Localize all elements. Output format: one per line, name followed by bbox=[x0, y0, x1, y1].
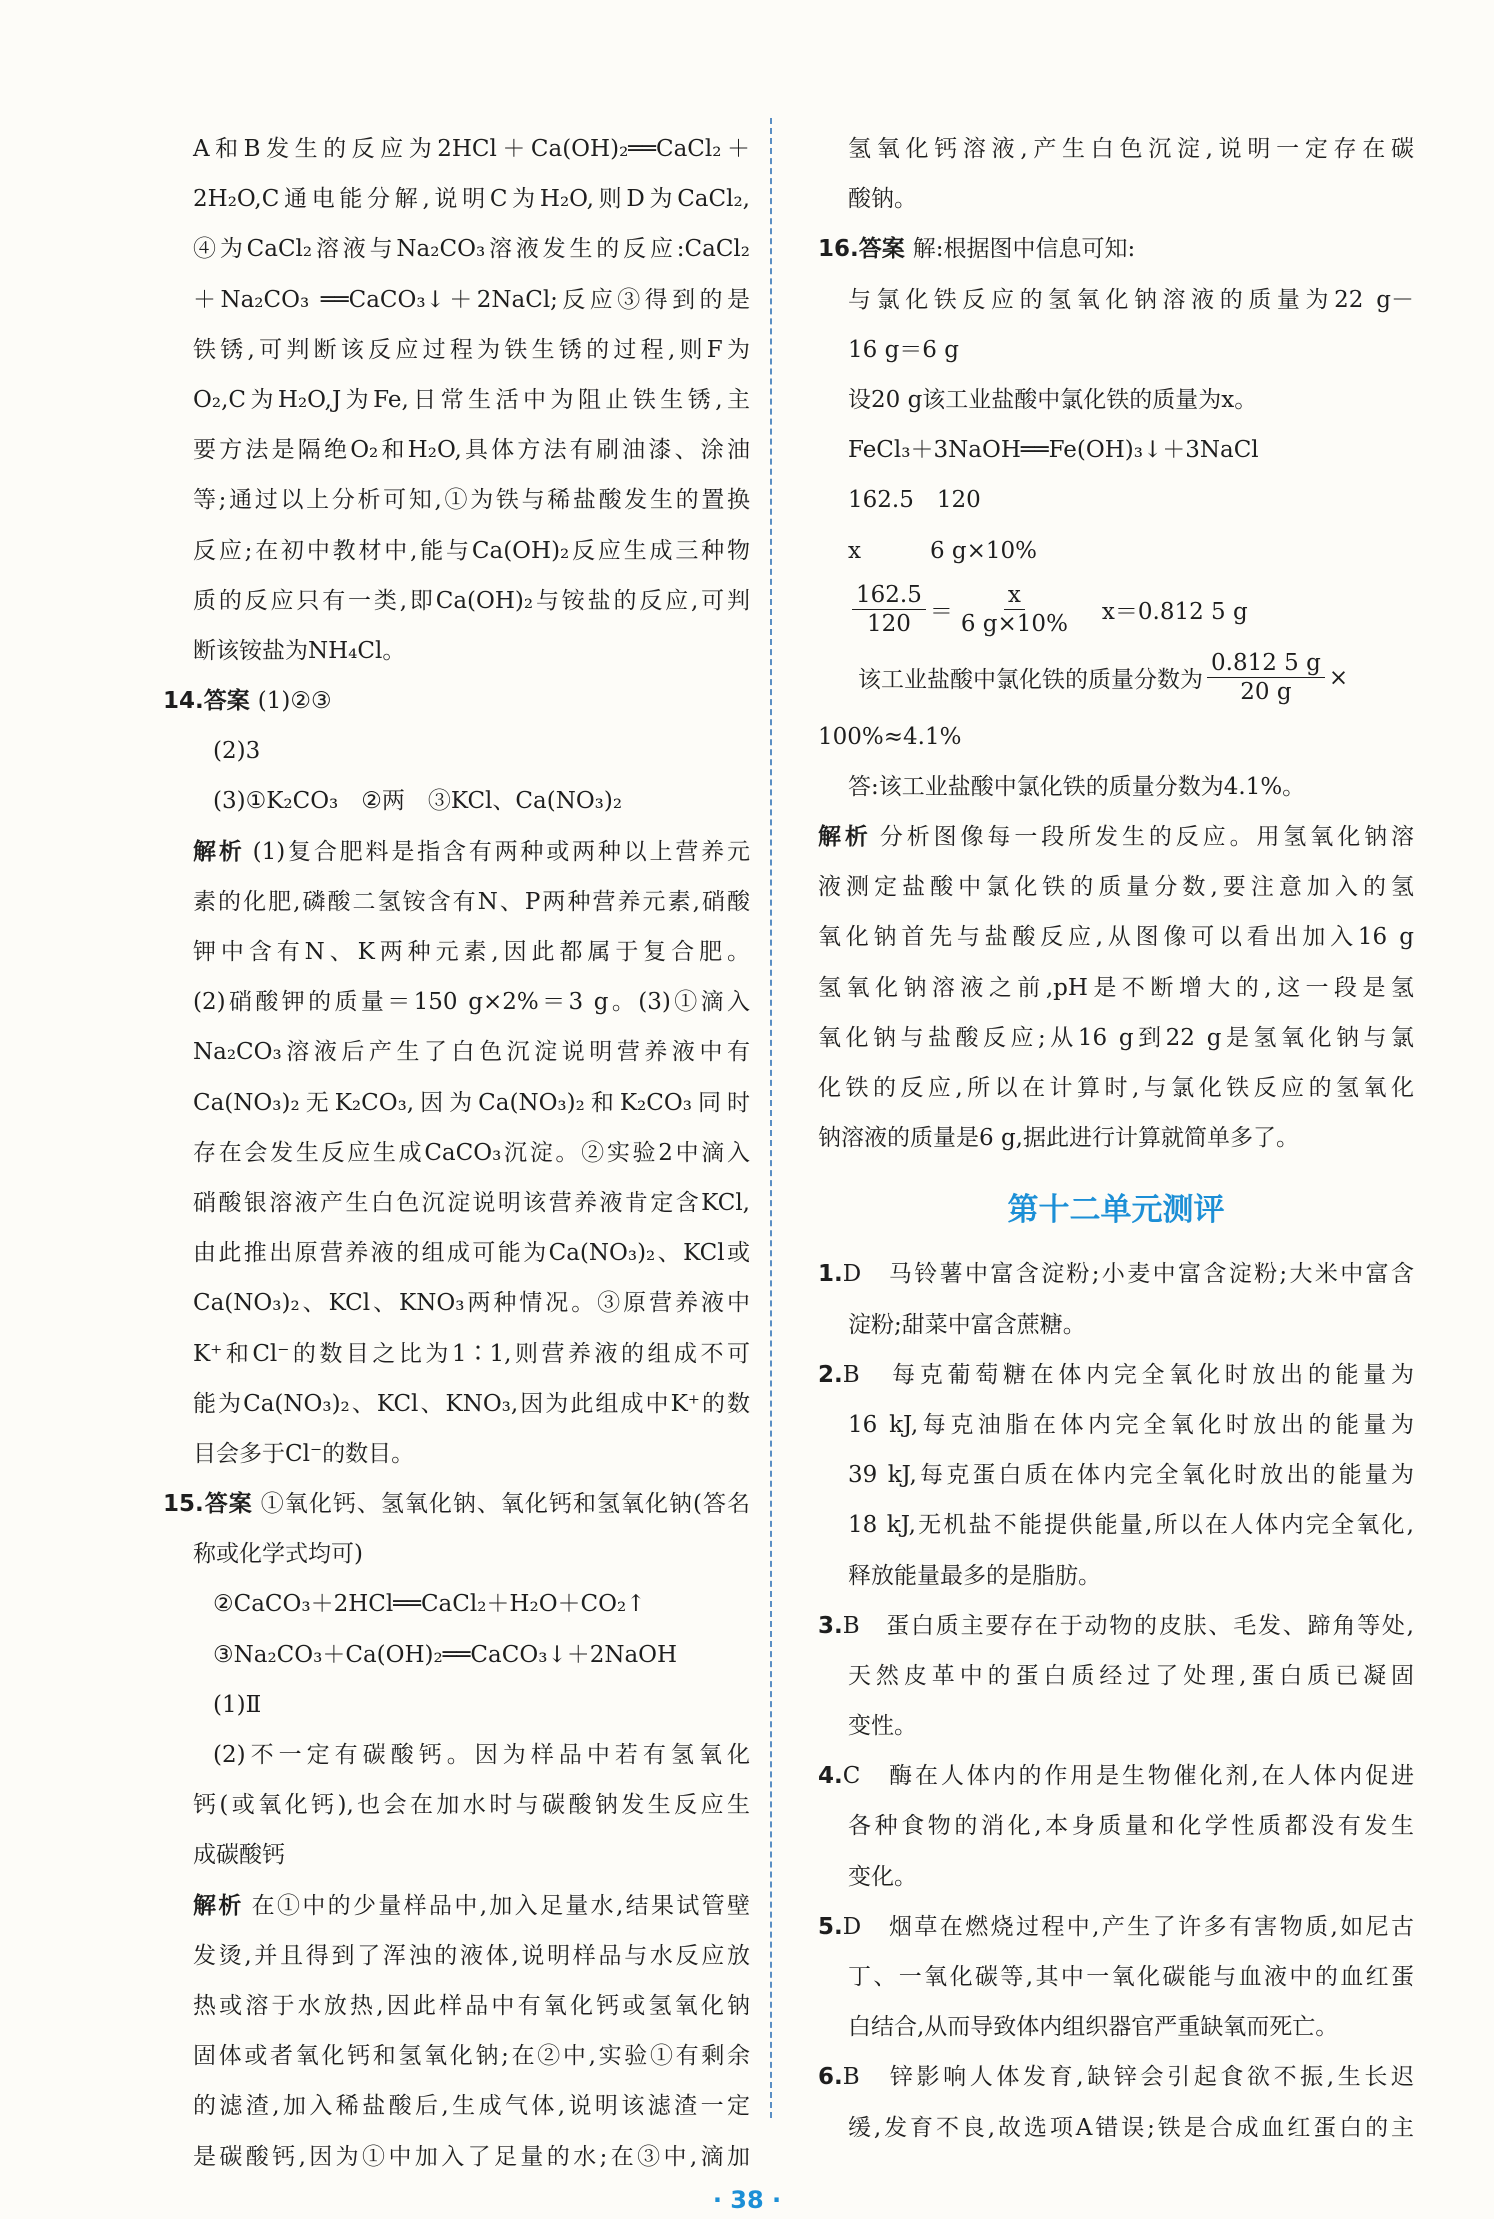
text-line bbox=[163, 877, 750, 927]
text-line bbox=[818, 1651, 1414, 1701]
question-number: 6. bbox=[818, 2064, 843, 2091]
question-number: 1. bbox=[818, 1261, 843, 1288]
line-text: 在①中的少量样品中,加入足量水,结果试管壁 bbox=[251, 1892, 750, 1919]
text-line bbox=[163, 576, 750, 626]
line-text: (2)3 bbox=[213, 738, 261, 765]
line-text: (3)①K₂CO₃ ②两 ③KCl、Ca(NO₃)₂ bbox=[213, 788, 623, 815]
line-text: 天然皮革中的蛋白质经过了处理,蛋白质已凝固 bbox=[848, 1662, 1414, 1689]
text-line bbox=[163, 1479, 750, 1529]
text-line bbox=[818, 963, 1414, 1013]
line-text: 162.5 120 bbox=[848, 487, 981, 514]
line-text: (2)不一定有碳酸钙。因为样品中若有氢氧化 bbox=[213, 1742, 750, 1768]
line-text: B 每克葡萄糖在体内完全氧化时放出的能量为 bbox=[842, 1361, 1414, 1388]
text-line bbox=[818, 1249, 1414, 1299]
text-line bbox=[163, 526, 750, 576]
line-text: 化铁的反应,所以在计算时,与氯化铁反应的氢氧化 bbox=[818, 1075, 1414, 1101]
line-text: (2)硝酸钾的质量＝150 g×2%＝3 g。(3)①滴入 bbox=[193, 989, 750, 1016]
line-text: 设20 g该工业盐酸中氯化铁的质量为x。 bbox=[848, 386, 1258, 413]
line-text: B 锌影响人体发育,缺锌会引起食欲不振,生长迟 bbox=[842, 2064, 1414, 2091]
line-text: 液测定盐酸中氯化铁的质量分数,要注意加入的氢 bbox=[818, 874, 1414, 901]
text-line bbox=[163, 1278, 750, 1328]
line-text: 白结合,从而导致体内组织器官严重缺氧而死亡。 bbox=[848, 2014, 1339, 2041]
text-line bbox=[163, 1078, 750, 1128]
line-text: 2H₂O,C通电能分解,说明C为H₂O,则D为CaCl₂, bbox=[193, 186, 750, 213]
text-line bbox=[163, 174, 750, 224]
question-number: 14. bbox=[163, 688, 204, 715]
line-text: 分析图像每一段所发生的反应。用氢氧化钠溶 bbox=[879, 824, 1414, 851]
question-number: 3. bbox=[818, 1612, 843, 1639]
line-text: Na₂CO₃溶液后产生了白色沉淀说明营养液中有 bbox=[193, 1039, 750, 1066]
text-line bbox=[818, 1701, 1414, 1751]
line-text: 等;通过以上分析可知,①为铁与稀盐酸发生的置换 bbox=[193, 487, 750, 514]
text-line bbox=[163, 676, 750, 726]
line-text: 素的化肥,磷酸二氢铵含有N、P两种营养元素,硝酸 bbox=[193, 888, 750, 915]
text-line bbox=[163, 475, 750, 525]
line-text: Ca(NO₃)₂、KCl、KNO₃两种情况。③原营养液中 bbox=[193, 1290, 750, 1317]
line-text: 是碳酸钙,因为①中加入了足量的水;在③中,滴加 bbox=[193, 2143, 750, 2170]
text-line bbox=[818, 425, 1414, 475]
line-text: 100%≈4.1% bbox=[818, 723, 962, 750]
section-title: 第十二单元测评 bbox=[1007, 1192, 1225, 1229]
text-line bbox=[163, 1529, 750, 1579]
fraction-denominator: 120 bbox=[866, 611, 911, 638]
line-text: FeCl₃＋3NaOH══Fe(OH)₃↓＋3NaCl bbox=[848, 437, 1259, 464]
text-line bbox=[818, 1751, 1414, 1801]
text-line bbox=[163, 2132, 750, 2182]
label-tag: 答案 bbox=[203, 688, 250, 715]
line-text: 的滤渣,加入稀盐酸后,生成气体,说明该滤渣一定 bbox=[193, 2093, 750, 2120]
equals-sign: ＝ bbox=[929, 599, 953, 626]
text-line bbox=[163, 1630, 750, 1680]
line-text: 缓,发育不良,故选项A错误;铁是合成血红蛋白的主 bbox=[848, 2114, 1414, 2141]
line-text: ④为CaCl₂溶液与Na₂CO₃溶液发生的反应:CaCl₂ bbox=[193, 236, 750, 263]
text-line bbox=[163, 1881, 750, 1931]
line-text: 氧化钠首先与盐酸反应,从图像可以看出加入16 g bbox=[818, 924, 1414, 951]
text-line bbox=[818, 375, 1414, 425]
text-line bbox=[818, 712, 1414, 762]
times-sign: × bbox=[1328, 664, 1349, 691]
text-line bbox=[818, 2103, 1414, 2153]
label-tag: 答案 bbox=[203, 1491, 253, 1518]
text-line bbox=[818, 812, 1414, 862]
text-line bbox=[818, 1350, 1414, 1400]
fraction bbox=[1207, 649, 1325, 706]
line-text: 热或溶于水放热,因此样品中有氧化钙或氢氧化钠 bbox=[193, 1992, 750, 2019]
line-text: 淀粉;甜菜中富含蔗糖。 bbox=[848, 1311, 1086, 1338]
line-text: 答:该工业盐酸中氯化铁的质量分数为4.1%。 bbox=[848, 773, 1306, 800]
line-text: 氧化钠与盐酸反应;从16 g到22 g是氢氧化钠与氯 bbox=[818, 1024, 1414, 1051]
line-text: 16 g＝6 g bbox=[848, 336, 959, 363]
text-line bbox=[818, 2052, 1414, 2102]
line-text: 氢氧化钠溶液之前,pH是不断增大的,这一段是氢 bbox=[818, 974, 1414, 1001]
line-text: 钾中含有N、K两种元素,因此都属于复合肥。 bbox=[193, 939, 750, 965]
text-line bbox=[163, 325, 750, 375]
line-text: 各种食物的消化,本身质量和化学性质都没有发生 bbox=[848, 1813, 1414, 1840]
line-text: C 酶在人体内的作用是生物催化剂,在人体内促进 bbox=[842, 1763, 1414, 1790]
line-text: O₂,C为H₂O,J为Fe,日常生活中为阻止铁生锈,主 bbox=[193, 386, 750, 413]
text-line bbox=[818, 1551, 1414, 1601]
text-line bbox=[163, 1178, 750, 1228]
label-tag: 解析 bbox=[193, 1892, 244, 1919]
right-column bbox=[818, 124, 1414, 2153]
line-text: 要方法是隔绝O₂和H₂O,具体方法有刷油漆、涂油 bbox=[193, 437, 750, 464]
line-text: 固体或者氧化钙和氢氧化钠;在②中,实验①有剩余 bbox=[193, 2043, 750, 2070]
text-line bbox=[163, 827, 750, 877]
line-text: 目会多于Cl⁻的数目。 bbox=[193, 1440, 415, 1467]
text-line bbox=[163, 1379, 750, 1429]
line-text: 反应;在初中教材中,能与Ca(OH)₂反应生成三种物 bbox=[193, 537, 750, 564]
text-line bbox=[163, 275, 750, 325]
line-text: (1)Ⅱ bbox=[213, 1691, 262, 1718]
line-text: 变性。 bbox=[848, 1713, 917, 1740]
text-line bbox=[163, 1830, 750, 1880]
line-text: 能为Ca(NO₃)₂、KCl、KNO₃,因为此组成中K⁺的数 bbox=[193, 1390, 750, 1417]
text-line bbox=[818, 325, 1414, 375]
text-line bbox=[163, 726, 750, 776]
unit-12-answers bbox=[818, 1249, 1414, 2152]
text-line bbox=[163, 425, 750, 475]
label-tag: 答案 bbox=[858, 236, 905, 263]
line-text: 由此推出原营养液的组成可能为Ca(NO₃)₂、KCl或 bbox=[193, 1240, 750, 1267]
text-line bbox=[818, 1601, 1414, 1651]
text-line bbox=[818, 1500, 1414, 1550]
line-text: 16 kJ,每克油脂在体内完全氧化时放出的能量为 bbox=[848, 1411, 1414, 1438]
line-text: 存在会发生反应生成CaCO₃沉淀。②实验2中滴入 bbox=[193, 1139, 750, 1166]
line-text: 解:根据图中信息可知: bbox=[912, 236, 1136, 263]
line-text: Ca(NO₃)₂无K₂CO₃,因为Ca(NO₃)₂和K₂CO₃同时 bbox=[193, 1089, 750, 1116]
line-text: (1)复合肥料是指含有两种或两种以上营养元 bbox=[252, 838, 750, 865]
text-line bbox=[163, 1027, 750, 1077]
line-text: x 6 g×10% bbox=[848, 537, 1038, 564]
line-text: ③Na₂CO₃＋Ca(OH)₂══CaCO₃↓＋2NaOH bbox=[213, 1641, 678, 1668]
line-text: ＋Na₂CO₃ ══CaCO₃↓＋2NaCl;反应③得到的是 bbox=[193, 286, 750, 313]
text-line bbox=[163, 776, 750, 826]
text-line bbox=[818, 1902, 1414, 1952]
line-text: D 马铃薯中富含淀粉;小麦中富含淀粉;大米中富含 bbox=[842, 1261, 1414, 1288]
line-text: ②CaCO₃＋2HCl══CaCl₂＋H₂O＋CO₂↑ bbox=[213, 1591, 646, 1618]
text-line bbox=[818, 275, 1414, 325]
text-line bbox=[818, 1400, 1414, 1450]
column-divider bbox=[770, 118, 772, 2118]
text-line bbox=[163, 977, 750, 1027]
text-line bbox=[818, 1113, 1414, 1163]
text-line bbox=[818, 2002, 1414, 2052]
text-line bbox=[163, 1931, 750, 1981]
fraction-denominator: 6 g×10% bbox=[960, 611, 1068, 638]
line-text: 与氯化铁反应的氢氧化钠溶液的质量为22 g－ bbox=[848, 286, 1414, 313]
text-line bbox=[163, 1579, 750, 1629]
text-line bbox=[818, 526, 1414, 576]
equation-text: 该工业盐酸中氯化铁的质量分数为 bbox=[858, 667, 1203, 694]
line-text: ①氧化钙、氢氧化钠、氧化钙和氢氧化钠(答名 bbox=[260, 1491, 750, 1518]
question-number: 2. bbox=[818, 1361, 843, 1388]
line-text: D 烟草在燃烧过程中,产生了许多有害物质,如尼古 bbox=[842, 1913, 1414, 1940]
text-line bbox=[818, 1952, 1414, 2002]
line-text: 酸钠。 bbox=[848, 186, 917, 213]
line-text: A和B发生的反应为2HCl＋Ca(OH)₂══CaCl₂＋ bbox=[193, 136, 750, 162]
text-line bbox=[818, 1801, 1414, 1851]
text-line bbox=[818, 174, 1414, 224]
equation-result: x＝0.812 5 g bbox=[1101, 599, 1248, 626]
line-text: 铁锈,可判断该反应过程为铁生锈的过程,则F为 bbox=[193, 336, 750, 363]
line-text: 硝酸银溶液产生白色沉淀说明该营养液肯定含KCl, bbox=[193, 1189, 750, 1216]
line-text: 丁、一氧化碳等,其中一氧化碳能与血液中的血红蛋 bbox=[848, 1964, 1414, 1990]
text-line bbox=[818, 224, 1414, 274]
text-line bbox=[163, 1128, 750, 1178]
analysis-16-block bbox=[818, 712, 1414, 1164]
text-line bbox=[818, 1450, 1414, 1500]
line-text: 释放能量最多的是脂肪。 bbox=[848, 1562, 1101, 1589]
mass-fraction-equation bbox=[818, 644, 1414, 712]
proportion-equation bbox=[818, 576, 1414, 644]
line-text: 氢氧化钙溶液,产生白色沉淀,说明一定存在碳 bbox=[848, 136, 1414, 162]
label-tag: 解析 bbox=[193, 838, 245, 865]
text-line bbox=[818, 912, 1414, 962]
text-line bbox=[163, 124, 750, 174]
text-line bbox=[163, 1981, 750, 2031]
line-text: 发烫,并且得到了浑浊的液体,说明样品与水反应放 bbox=[193, 1942, 750, 1969]
text-line bbox=[163, 2031, 750, 2081]
question-number: 16. bbox=[818, 236, 859, 263]
text-line bbox=[163, 1680, 750, 1730]
line-text: B 蛋白质主要存在于动物的皮肤、毛发、蹄角等处, bbox=[842, 1612, 1414, 1639]
fraction-denominator: 20 g bbox=[1240, 679, 1292, 706]
page-number: · 38 · bbox=[712, 2186, 782, 2214]
text-line bbox=[818, 1300, 1414, 1350]
text-line bbox=[163, 1780, 750, 1830]
text-line bbox=[163, 927, 750, 977]
fraction bbox=[957, 581, 1072, 638]
fraction-numerator: x bbox=[1004, 581, 1025, 610]
line-text: 质的反应只有一类,即Ca(OH)₂与铵盐的反应,可判 bbox=[193, 587, 750, 614]
line-text: 断该铵盐为NH₄Cl。 bbox=[193, 637, 406, 664]
line-text: 18 kJ,无机盐不能提供能量,所以在人体内完全氧化, bbox=[848, 1512, 1414, 1539]
answer-16-block bbox=[818, 124, 1414, 576]
line-text: K⁺和Cl⁻的数目之比为1∶1,则营养液的组成不可 bbox=[193, 1340, 750, 1367]
text-line bbox=[163, 1429, 750, 1479]
line-text: 钙(或氧化钙),也会在加水时与碳酸钠发生反应生 bbox=[193, 1792, 750, 1819]
label-tag: 解析 bbox=[818, 824, 872, 851]
text-line bbox=[163, 224, 750, 274]
text-line bbox=[163, 1329, 750, 1379]
text-line bbox=[818, 862, 1414, 912]
text-line bbox=[163, 1228, 750, 1278]
line-text: 钠溶液的质量是6 g,据此进行计算就简单多了。 bbox=[818, 1125, 1299, 1152]
question-number: 15. bbox=[163, 1491, 204, 1518]
line-text: (1)②③ bbox=[257, 688, 332, 715]
line-text: 称或化学式均可) bbox=[193, 1541, 363, 1568]
text-line bbox=[163, 1730, 750, 1780]
fraction-numerator: 162.5 bbox=[852, 581, 926, 610]
question-number: 5. bbox=[818, 1913, 843, 1940]
text-line bbox=[818, 475, 1414, 525]
text-line bbox=[163, 626, 750, 676]
line-text: 成碳酸钙 bbox=[193, 1842, 285, 1869]
text-line bbox=[818, 124, 1414, 174]
line-text: 39 kJ,每克蛋白质在体内完全氧化时放出的能量为 bbox=[848, 1462, 1414, 1489]
text-line bbox=[163, 375, 750, 425]
left-column bbox=[163, 124, 750, 2182]
text-line bbox=[818, 1852, 1414, 1902]
text-line bbox=[818, 1013, 1414, 1063]
text-line bbox=[163, 2081, 750, 2131]
question-number: 4. bbox=[818, 1763, 843, 1790]
text-line bbox=[818, 762, 1414, 812]
line-text: 变化。 bbox=[848, 1863, 917, 1890]
text-line bbox=[818, 1063, 1414, 1113]
fraction bbox=[852, 581, 926, 638]
fraction-numerator: 0.812 5 g bbox=[1207, 649, 1325, 678]
